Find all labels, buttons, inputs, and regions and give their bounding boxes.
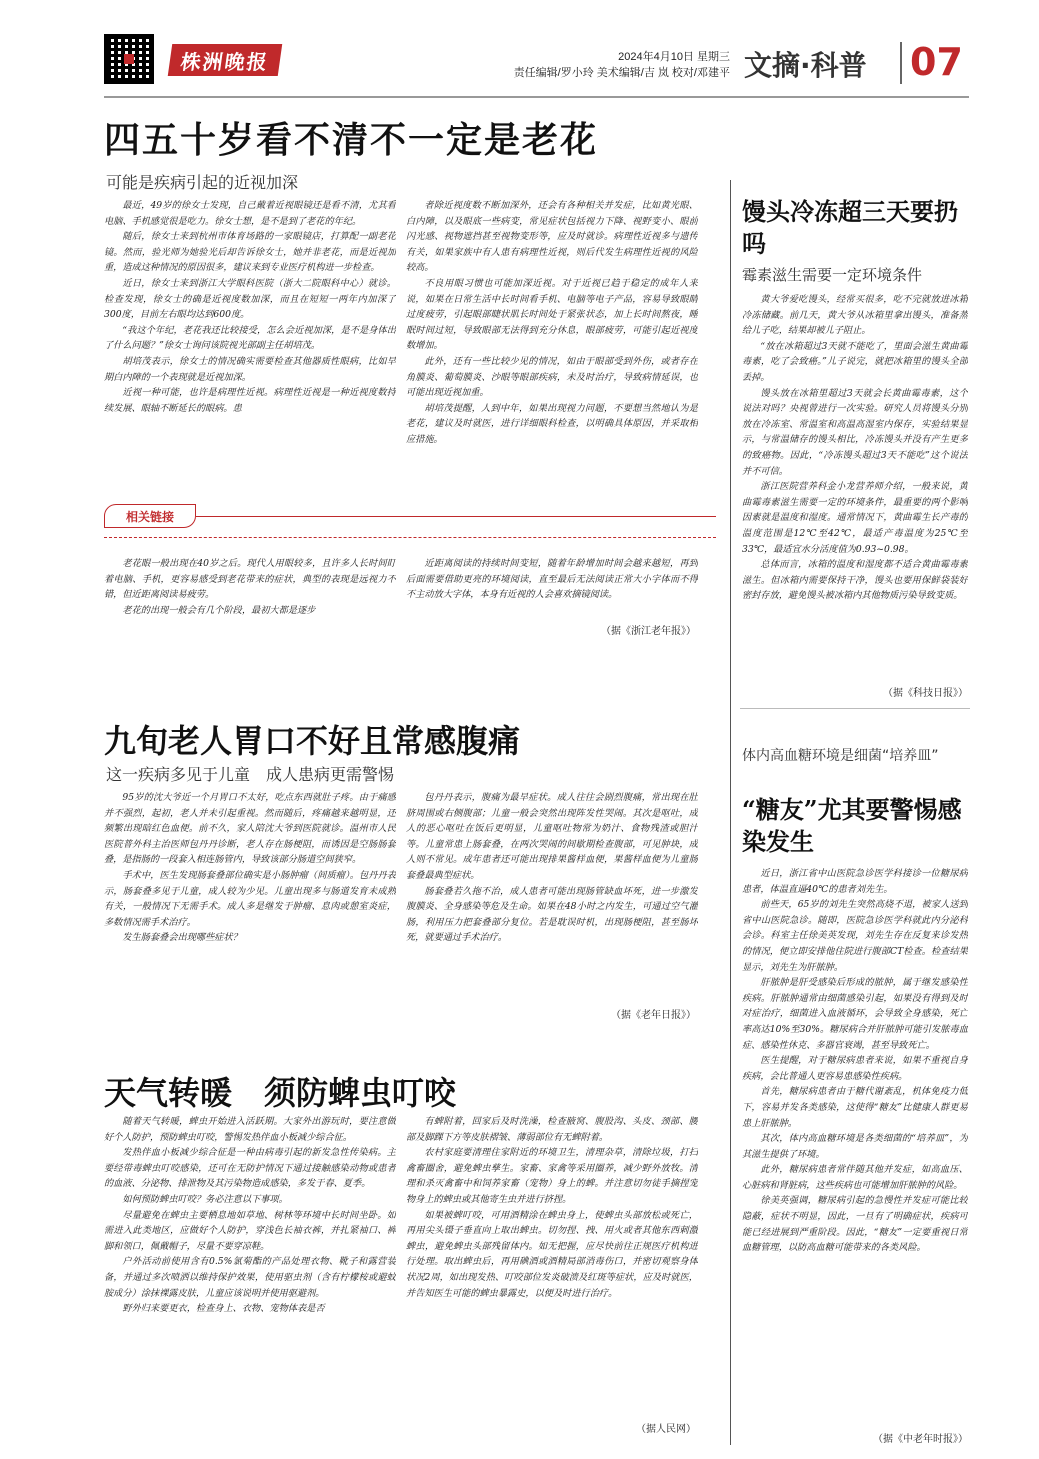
- paragraph: 近日，浙江省中山医院急诊医学科接诊一位糖尿病患者，体温直逼40℃的患者刘先生。: [742, 868, 968, 895]
- page-separator: [900, 42, 902, 84]
- qr-logo-mark: [124, 54, 134, 64]
- paragraph: 肠套叠若久拖不治，成人患者可能出现肠管缺血坏死，进一步激发腹膜炎、全身感染等危及生命。如果在48小时之内发生，可通过空气灌肠，利用压力把套叠部分复位。若是耽误时机，出现肠梗阻，甚至肠坏死，就要通过手术治疗。: [406, 885, 698, 944]
- article2-subtitle: 这一疾病多见于儿童 成人患病更需警惕: [106, 765, 395, 784]
- article1-title: 四五十岁看不清不一定是老花: [104, 120, 599, 161]
- paragraph: 此外，还有一些比较少见的情况，如由于眼部受到外伤，或者存在角膜炎、葡萄膜炎、沙眼等眼部疾病，未及时治疗，导致病情延误，也可能出现近视加重。: [406, 355, 698, 399]
- paragraph: 如果被蜱叮咬，可用酒精涂在蜱虫身上，使蜱虫头部放松或死亡，再用尖头镊子垂直向上取出蜱虫。切勿捏、拽、用火或者其他东西刺激蜱虫，避免蜱虫头部残留体内。如无把握，应尽快前往正规医疗机构进行处理。取出蜱虫后，再用碘酒或酒精局部消毒伤口，并密切观察身体状况2周，如出现发热、叮咬部位发炎破溃及红斑等症状，应及时就医，并告知医生可能的蜱虫暴露史，以便及时进行治疗。: [406, 1209, 698, 1299]
- paragraph: 95岁的沈大爷近一个月胃口不太好，吃点东西就肚子疼。由于痛感并不强烈，起初，老人并未引起重视。然而随后，疼痛越来越明显，还频繁出现暗红色血便。前不久，家人陪沈大爷到医院就诊。温州市人民医院普外科主治医师包丹丹诊断，老人存在肠梗阻，而诱因是空肠肠套叠，是指肠的一段套入相连肠管内，导致该部分肠道空间狭窄。: [104, 792, 396, 866]
- editor-credits: 责任编辑/罗小玲 美术编辑/吉 岚 校对/邓建平: [513, 67, 730, 79]
- paragraph: 医生提醒，对于糖尿病患者来说，如果不重视自身疾病，会比普通人更容易患感染性疾病。: [742, 1055, 968, 1082]
- column-divider: [730, 180, 731, 1445]
- paragraph: 首先，糖尿病患者由于糖代谢紊乱，机体免疫力低下，容易并发各类感染，这使得“糖友”比健康人群更易患上肝脓肿。: [742, 1086, 968, 1129]
- article4-source: （据《科技日报》）: [883, 688, 968, 699]
- paragraph: 徐美英强调，糖尿病引起的急慢性并发症可能比较隐蔽，症状不明显，因此，一旦有了明确症状，疾病可能已经进展到严重阶段。因此，“糖友”一定要重视日常血糖管理，以防高血糖可能带来的各类风险。: [742, 1195, 968, 1254]
- related-column-1: [104, 556, 396, 640]
- paragraph: 户外活动前使用含有0.5%氯菊酯的产品处理衣物、靴子和露营装备，并通过多次喷洒以维持保护效果，使用驱虫剂（含有柠檬桉或避蚊胺成分）涂抹裸露皮肤，儿童应该说明并使用驱避剂。: [104, 1256, 396, 1299]
- related-links-dashed-rule: [104, 537, 716, 538]
- article2-source: （据《老年日报》）: [611, 1010, 696, 1021]
- paper-logo: 株洲晚报: [168, 44, 282, 76]
- paragraph: 有蜱附着，回家后及时洗澡，检查腋窝、腹股沟、头皮、颈部、腰部及脚踝下方等皮肤褶皱、薄弱部位有无蜱附着。: [406, 1116, 698, 1143]
- paragraph: “我这个年纪，老花我还比较接受，怎么会近视加深，是不是身体出了什么问题？”徐女士询问该院视光部副主任胡培茂。: [104, 324, 396, 352]
- page-number: 07: [910, 40, 963, 84]
- article4-body: [742, 292, 968, 684]
- paragraph: 此外，糖尿病患者常伴随其他并发症，如高血压、心脏病和肾脏病，这些疾病也可能增加肝脓肿的风险。: [742, 1164, 968, 1191]
- article2-column-2: [406, 790, 698, 1026]
- paragraph: 农村家庭要清理住家附近的环境卫生，清理杂草，清除垃圾，打扫禽畜圈舍，避免蜱虫孳生。家畜、家禽等采用圈养，减少野外放牧。清理和杀灭禽畜中和饲养家畜（宠物）身上的蜱。并注意切勿徒手摘捏宠物身上的蜱虫或其他寄生虫并进行挤捏。: [406, 1147, 698, 1205]
- article2-column-1: [104, 790, 396, 1026]
- paragraph: 胡培茂表示，徐女士的情况确实需要检查其他器质性眼病，比如早期白内障的一个表现就是近视加深。: [104, 355, 396, 383]
- paragraph: 随着天气转暖，蜱虫开始进入活跃期。大家外出游玩时，要注意做好个人防护，预防蜱虫叮咬，警惕发热伴血小板减少综合征。: [104, 1116, 396, 1143]
- article1-subtitle: 可能是疾病引起的近视加深: [106, 173, 299, 192]
- paragraph: 最近，49岁的徐女士发现，自己戴着近视眼镜还是看不清，尤其看电脑、手机感觉很是吃力。徐女士想，是不是到了老花的年纪。: [104, 200, 396, 227]
- article4-title: 馒头冷冻超三天要扔吗: [742, 197, 958, 258]
- paragraph: 前些天，65岁的刘先生突然高烧不退，被家人送到省中山医院急诊。随即，医院急诊医学科就此内分泌科会诊。科室主任徐美英发现，刘先生存在反复来诊发热的情况，便立即安排他住院进行腹部CT检查。检查结果显示，刘先生为肝脓肿。: [742, 899, 968, 973]
- article5-kicker: 体内高血糖环境是细菌“培养皿”: [742, 748, 939, 764]
- related-links-rule: [196, 516, 716, 517]
- article3-column-2: [406, 1114, 698, 1414]
- paragraph: 老花眼一般出现在40岁之后。现代人用眼较多，且许多人长时间盯着电脑、手机，更容易感受到老花带来的症状，典型的表现是远视力不错，但近距离阅读易疲劳。: [104, 558, 396, 601]
- article1-source: （据《浙江老年报》）: [601, 626, 696, 637]
- paragraph: 馒头放在冰箱里超过3天就会长黄曲霉毒素，这个说法对吗？央视曾进行一次实验。研究人员将馒头分别放在冷冻室、常温室和高温高湿室内保存，实验结果显示，与常温储存的馒头相比，冷冻馒头并没有产生更多的致癌物。因此，“冷冻馒头超过3天不能吃”这个说法并不可信。: [742, 387, 968, 477]
- paragraph: 其次，体内高血糖环境是各类细菌的“培养皿”，为其滋生提供了环境。: [742, 1133, 968, 1160]
- article2-title: 九旬老人胃口不好且常感腹痛: [104, 722, 521, 760]
- article3-column-1: [104, 1114, 396, 1444]
- paragraph: 胡培茂提醒，人到中年，如果出现视力问题，不要想当然地认为是老花，建议及时就医，进行详细眼科检查，以明确具体原因，并采取相应措施。: [406, 402, 698, 445]
- paragraph: 发生肠套叠会出现哪些症状？: [122, 932, 242, 944]
- paragraph: 发热伴血小板减少综合征是一种由病毒引起的新发急性传染病。主要经带毒蜱虫叮咬感染，还可在无防护情况下通过接触感染动物或患者的血液、分泌物、排泄物及其污染物造成感染，多发于春、夏季。: [104, 1147, 396, 1190]
- article4-subtitle: 霉素滋生需要一定环境条件: [742, 266, 923, 284]
- paragraph: 随后，徐女士来到杭州市体育场路的一家眼镜店，打算配一副老花镜。然而，验光师为她验光后却告诉徐女士，她并非老花，而是近视加重，造成这种情况的原因很多，建议来到专业医疗机构进一步检查。: [104, 231, 396, 274]
- paragraph: 野外归来要更衣，检查身上、衣物、宠物体表是否: [122, 1303, 325, 1315]
- paragraph: 肝脓肿是肝受感染后形成的脓肿，属于继发感染性疾病。肝脓肿通常由细菌感染引起，如果没有得到及时对症治疗，细菌进入血液循环，会导致全身感染，死亡率高达10%至30%。糖尿病合并肝脓肿可能引发脓毒血症、感染性休克、多器官衰竭，甚至导致死亡。: [742, 977, 968, 1051]
- related-column-2: [406, 556, 698, 620]
- paragraph: 浙江医院营养科金小龙营养师介绍，一般来说，黄曲霉毒素滋生需要一定的环境条件，最重要的两个影响因素就是温度和湿度。通常情况下，黄曲霉生长产毒的温度范围是12℃至42℃，最适产毒温度为25℃至33℃，最适宜水分活度值为0.93~0.98。: [742, 481, 968, 555]
- paragraph: 老花的出现一般会有几个阶段，最初大都是逐步: [122, 604, 316, 616]
- article1-column-1: [104, 198, 396, 498]
- article1-column-2: [406, 198, 698, 498]
- section-title: 文摘·科普: [744, 49, 867, 82]
- header-rule: [104, 96, 969, 98]
- related-links-tag: 相关链接: [104, 504, 196, 528]
- article5-title: “糖友”尤其要警惕感染发生: [742, 795, 962, 856]
- paragraph: 近视一种可能，也许是病理性近视。病理性近视是一种近视度数持续发展、眼轴不断延长的眼病。患: [104, 387, 396, 414]
- paragraph: 如何预防蜱虫叮咬？务必注意以下事项。: [122, 1193, 288, 1205]
- article3-source: （据人民网）: [636, 1424, 696, 1435]
- paragraph: 总体而言，冰箱的温度和湿度都不适合黄曲霉毒素滋生。但冰箱内需要保持干净，馒头也要用保鲜袋装好密封存放，避免馒头被冰箱内其他物质污染导致变质。: [742, 559, 968, 602]
- paragraph: 尽量避免在蜱虫主要栖息地如草地、树林等环境中长时间坐卧。如需进入此类地区，应做好个人防护，穿浅色长袖衣裤，并扎紧袖口、裤脚和领口，佩戴帽子，尽量不要穿凉鞋。: [104, 1209, 396, 1252]
- article5-source: （据《中老年时报》）: [873, 1434, 968, 1445]
- article3-title: 天气转暖 须防蜱虫叮咬: [104, 1074, 457, 1112]
- article5-body: [742, 866, 968, 1428]
- paragraph: 不良用眼习惯也可能加深近视。对于近视已趋于稳定的成年人来说，如果在日常生活中长时间看手机、电脑等电子产品，容易导致眼睛过度疲劳，引起眼部睫状肌长时间处于紧张状态，加上长时间熬夜，睡眠时间过短，导致眼部无法得到充分休息，眼部疲劳，可能引起近视度数增加。: [406, 277, 698, 352]
- paragraph: 者除近视度数不断加深外，还会有各种相关并发症，比如黄光眼、白内障，以及眼底一些病变，常见症状包括视力下降、视野变小、眼前闪光感、视物遮挡甚至视物变形等，应及时就诊。病理性近视多与遗传有关，如果家族中有人患有病理性近视，则后代发生病理性近视的风险较高。: [406, 200, 698, 274]
- paragraph: “放在冰箱超过3天就不能吃了，里面会滋生黄曲霉毒素，吃了会致癌。”儿子说完，就把冰箱里的馒头全部丢掉。: [742, 340, 968, 383]
- date-line: 2024年4月10日 星期三: [618, 51, 730, 63]
- paragraph: 近距离阅读的持续时间变短，随着年龄增加时间会越来越短，再到后面需要借助更亮的环境阅读，直至最后无法阅读正常大小字体而不得不主动放大字体，本身有近视的人会喜欢摘镜阅读。: [406, 558, 698, 601]
- paragraph: 手术中，医生发现肠套叠部位确实是小肠肿瘤（间质瘤）。包丹丹表示，肠套叠多见于儿童，成人较为少见。儿童出现多与肠道发育未成熟有关，一般情况下无需手术。成人多是继发于肿瘤、息肉或憩室炎症，多数情况需手术治疗。: [104, 869, 396, 928]
- paragraph: 黄大爷爱吃馒头，经常买很多，吃不完就放进冰箱冷冻储藏。前几天，黄大爷从冰箱里拿出馒头，准备蒸给儿子吃，结果却被儿子阻止。: [742, 294, 968, 337]
- paragraph: 近日，徐女士来到浙江大学眼科医院（浙大二院眼科中心）就诊。检查发现，徐女士的确是近视度数加深，而且在短短一两年内加深了300度，目前左右眼均达到600度。: [104, 277, 396, 321]
- paragraph: 包丹丹表示，腹痛为最早症状。成人往往会剧烈腹痛，常出现在肚脐周围或右侧腹部；儿童一般会突然出现阵发性哭闹。其次是呕吐，成人的恶心呕吐在饭后更明显，儿童呕吐物常为奶汁、食物残渣或胆汁等。儿童常患上肠套叠，在两次哭闹的间歇期检查腹部，可见肿块，成人则不常见。成年患者还可能出现排果酱样血便，果酱样血便为儿童肠套叠最典型症状。: [406, 792, 698, 881]
- right-section-rule: [740, 708, 970, 709]
